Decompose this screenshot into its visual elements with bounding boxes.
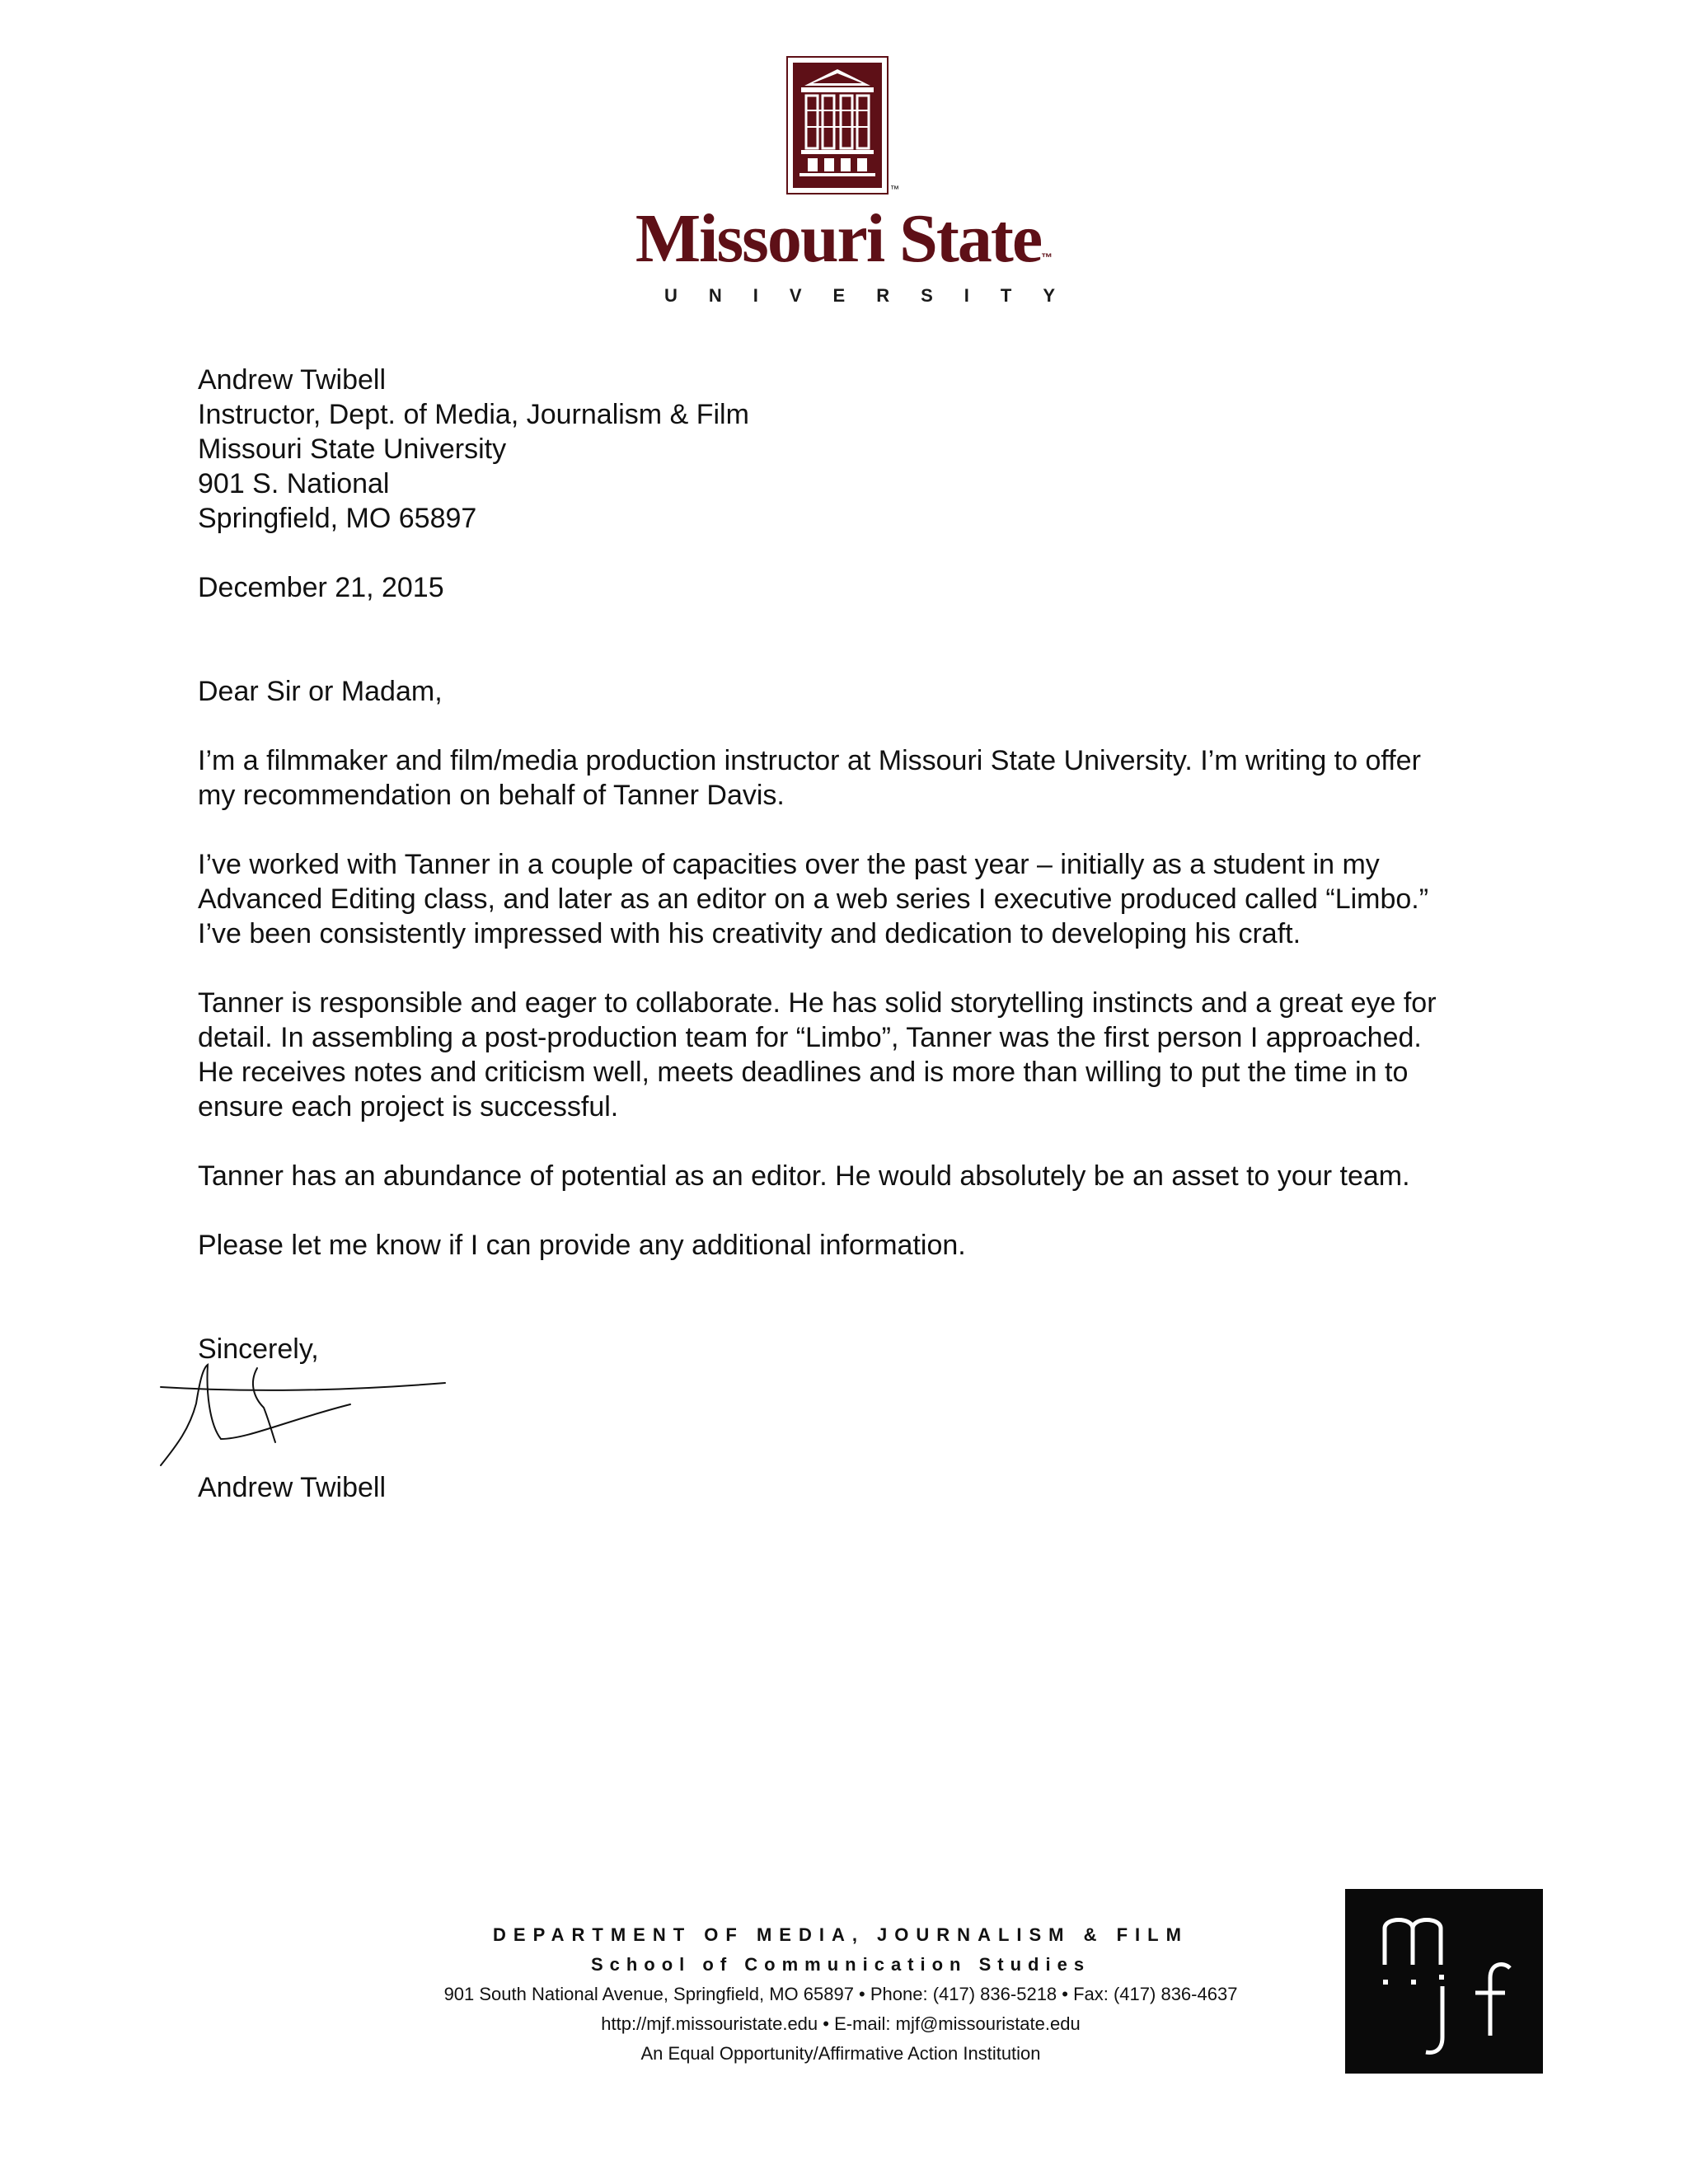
paragraph-line: I’ve been consistently impressed with his creativity and dedication to developing his craft. bbox=[198, 918, 1301, 949]
paragraph-line: I’m a filmmaker and film/media production instructor at Missouri State University. I’m writing to offer bbox=[198, 745, 1421, 776]
seal-trademark: ™ bbox=[890, 185, 899, 194]
signer-name: Andrew Twibell bbox=[198, 1472, 387, 1503]
paragraph bbox=[198, 1228, 1517, 1263]
salutation: Dear Sir or Madam, bbox=[198, 676, 443, 707]
sender-title: Instructor, Dept. of Media, Journalism & Film bbox=[198, 399, 749, 430]
letterhead bbox=[0, 0, 1688, 330]
paragraph-line: my recommendation on behalf of Tanner Davis. bbox=[198, 780, 785, 811]
paragraph bbox=[198, 743, 1517, 813]
paragraph bbox=[198, 847, 1517, 951]
paragraph-line: Tanner is responsible and eager to collaborate. He has solid storytelling instincts and a great eye for bbox=[198, 987, 1437, 1019]
sender-street: 901 S. National bbox=[198, 468, 390, 499]
paragraph-line: I’ve worked with Tanner in a couple of capacities over the past year – initially as a student in my bbox=[198, 849, 1380, 880]
paragraph bbox=[198, 1159, 1517, 1193]
footer bbox=[396, 1920, 1286, 2069]
sender-name: Andrew Twibell bbox=[198, 364, 387, 396]
paragraph-line: Advanced Editing class, and later as an editor on a web series I executive produced called “Limbo.” bbox=[198, 883, 1429, 915]
paragraph-line: detail. In assembling a post-production team for “Limbo”, Tanner was the first person I approached. bbox=[198, 1022, 1422, 1053]
university-subtitle: UNIVERSITY bbox=[663, 285, 1087, 306]
footer-web: http://mjf.missouristate.edu • E-mail: mjf@missouristate.edu bbox=[601, 2013, 1081, 2034]
paragraph-line: He receives notes and criticism well, meets deadlines and is more than willing to put the time in to bbox=[198, 1057, 1409, 1088]
wordmark-text: Missouri State bbox=[635, 200, 1042, 277]
building-seal-icon bbox=[786, 56, 889, 194]
footer-department: DEPARTMENT OF MEDIA, JOURNALISM & FILM bbox=[493, 1924, 1189, 1945]
sender-institution: Missouri State University bbox=[198, 434, 507, 465]
mjf-logo bbox=[1345, 1889, 1543, 2074]
handwritten-signature-icon bbox=[157, 1350, 470, 1474]
signature-area bbox=[198, 1366, 1517, 1470]
sender-city: Springfield, MO 65897 bbox=[198, 503, 477, 534]
sender-address bbox=[198, 363, 1517, 536]
wordmark-trademark: ™ bbox=[1041, 251, 1053, 264]
university-wordmark bbox=[0, 200, 1688, 292]
footer-school: School of Communication Studies bbox=[590, 1954, 1091, 1975]
closing: Sincerely, bbox=[198, 1333, 319, 1365]
letter-date: December 21, 2015 bbox=[198, 572, 444, 603]
letter-body bbox=[198, 363, 1517, 1505]
paragraph-line: ensure each project is successful. bbox=[198, 1091, 619, 1122]
footer-eeo: An Equal Opportunity/Affirmative Action Institution bbox=[640, 2043, 1041, 2064]
paragraph bbox=[198, 986, 1517, 1124]
footer-address: 901 South National Avenue, Springfield, MO 65897 • Phone: (417) 836-5218 • Fax: (417) 836-4637 bbox=[443, 1984, 1238, 2004]
paragraph-line: Tanner has an abundance of potential as an editor. He would absolutely be an asset to your team. bbox=[198, 1160, 1410, 1192]
paragraph-line: Please let me know if I can provide any additional information. bbox=[198, 1230, 966, 1261]
mjf-logo-icon bbox=[1345, 1889, 1543, 2074]
